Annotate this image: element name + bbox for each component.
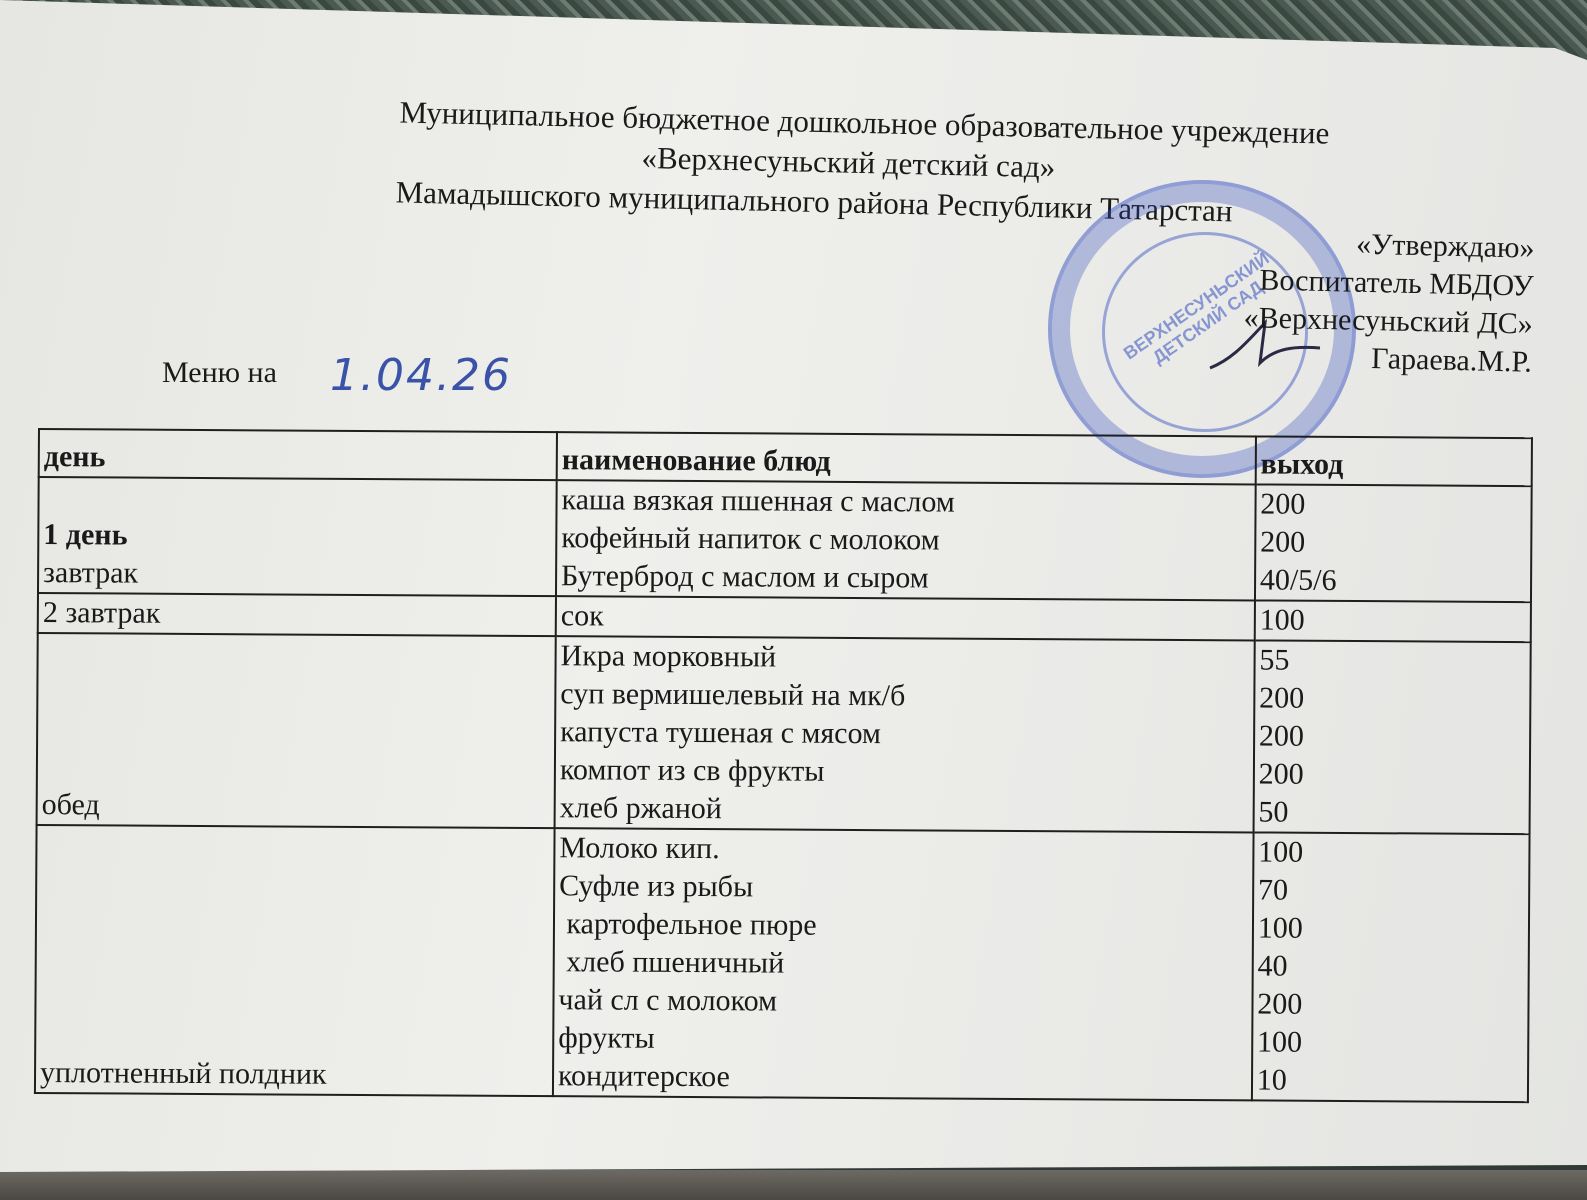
approval-title: «Утверждаю» xyxy=(1355,227,1535,265)
meal-label: завтрак xyxy=(43,556,139,590)
dish-item: фрукты xyxy=(558,1021,655,1055)
yield-item: 100 xyxy=(1256,1025,1303,1059)
day-label: 1 день xyxy=(43,518,128,552)
header-line-region: Мамадышского муниципального района Республики Татарстан xyxy=(395,174,1233,229)
meal-label: уплотненный полдник xyxy=(39,1056,327,1091)
dish-cell xyxy=(556,480,1256,600)
dish-item: хлеб пшеничный xyxy=(558,945,785,980)
yield-item: 10 xyxy=(1256,1063,1287,1097)
dish-item: кондитерское xyxy=(557,1059,731,1094)
approval-organization: «Верхнесуньский ДС» xyxy=(1243,301,1534,341)
yield-item: 100 xyxy=(1257,911,1303,945)
yield-item: 200 xyxy=(1260,525,1306,559)
dish-item: капуста тушеная с мясом xyxy=(560,715,882,751)
menu-label: Меню на xyxy=(162,356,277,389)
yield-item: 200 xyxy=(1257,987,1303,1021)
meal-label: 2 завтрак xyxy=(42,596,161,630)
dish-item: суп вермишелевый на мк/б xyxy=(560,677,906,713)
dish-cell xyxy=(555,636,1255,832)
dish-item: Икра морковный xyxy=(560,639,777,674)
dish-item: каша вязкая пшенная с маслом xyxy=(561,483,955,519)
approval-signatory: Гараева.М.Р. xyxy=(1370,342,1533,379)
approval-position: Воспитатель МБДОУ xyxy=(1259,263,1535,303)
yield-cell xyxy=(1252,832,1530,1102)
dish-item: Молоко кип. xyxy=(559,831,720,866)
table-row xyxy=(37,633,1531,834)
dish-item: Суфле из рыбы xyxy=(559,869,754,904)
meal-cell xyxy=(38,593,556,636)
yield-cell xyxy=(1255,484,1532,602)
yield-item: 100 xyxy=(1258,835,1304,869)
yield-cell xyxy=(1253,640,1530,834)
yield-item: 40/5/6 xyxy=(1259,563,1337,597)
yield-item: 50 xyxy=(1258,795,1289,829)
menu-date-handwritten: 1.04.26 xyxy=(330,350,512,401)
meal-label: обед xyxy=(41,788,100,822)
dish-item: кофейный напиток с молоком xyxy=(561,521,940,557)
yield-item: 200 xyxy=(1258,719,1305,753)
dish-cell xyxy=(556,596,1255,640)
header-line-institution: Муниципальное бюджетное дошкольное образовательное учреждение xyxy=(399,94,1330,151)
table-row xyxy=(35,825,1530,1102)
meal-cell xyxy=(38,477,557,596)
header-yield: выход xyxy=(1255,436,1531,486)
meal-cell xyxy=(35,825,555,1096)
yield-item: 200 xyxy=(1258,757,1304,791)
dish-item: Бутерброд с маслом и сыром xyxy=(560,559,929,595)
yield-item: 200 xyxy=(1260,487,1306,521)
yield-item: 40 xyxy=(1257,949,1288,983)
menu-table xyxy=(34,428,1533,1103)
yield-item: 70 xyxy=(1257,873,1289,907)
menu-body xyxy=(35,477,1532,1102)
header-line-name: «Верхнесуньский детский сад» xyxy=(641,139,1056,185)
header-day: день xyxy=(39,429,557,480)
dish-item: чай сл с молоком xyxy=(558,983,778,1018)
approval-block xyxy=(1192,222,1535,382)
dish-item: картофельное пюре xyxy=(558,907,817,942)
dish-item: сок xyxy=(560,599,604,633)
yield-item: 200 xyxy=(1259,681,1305,715)
table-row xyxy=(38,477,1532,602)
backdrop-bottom xyxy=(0,1170,1587,1200)
yield-item: 55 xyxy=(1259,643,1290,677)
dish-item: хлеб ржаной xyxy=(559,791,722,826)
dish-cell xyxy=(553,828,1253,1100)
yield-cell xyxy=(1255,600,1531,642)
header-dish: наименование блюд xyxy=(557,432,1256,484)
stamp-text: ВЕРХНЕСУНЬСКИЙ ДЕТСКИЙ САД xyxy=(1119,248,1273,368)
dish-item: компот из св фрукты xyxy=(559,753,825,788)
meal-cell xyxy=(37,633,556,828)
yield-item: 100 xyxy=(1259,603,1305,637)
